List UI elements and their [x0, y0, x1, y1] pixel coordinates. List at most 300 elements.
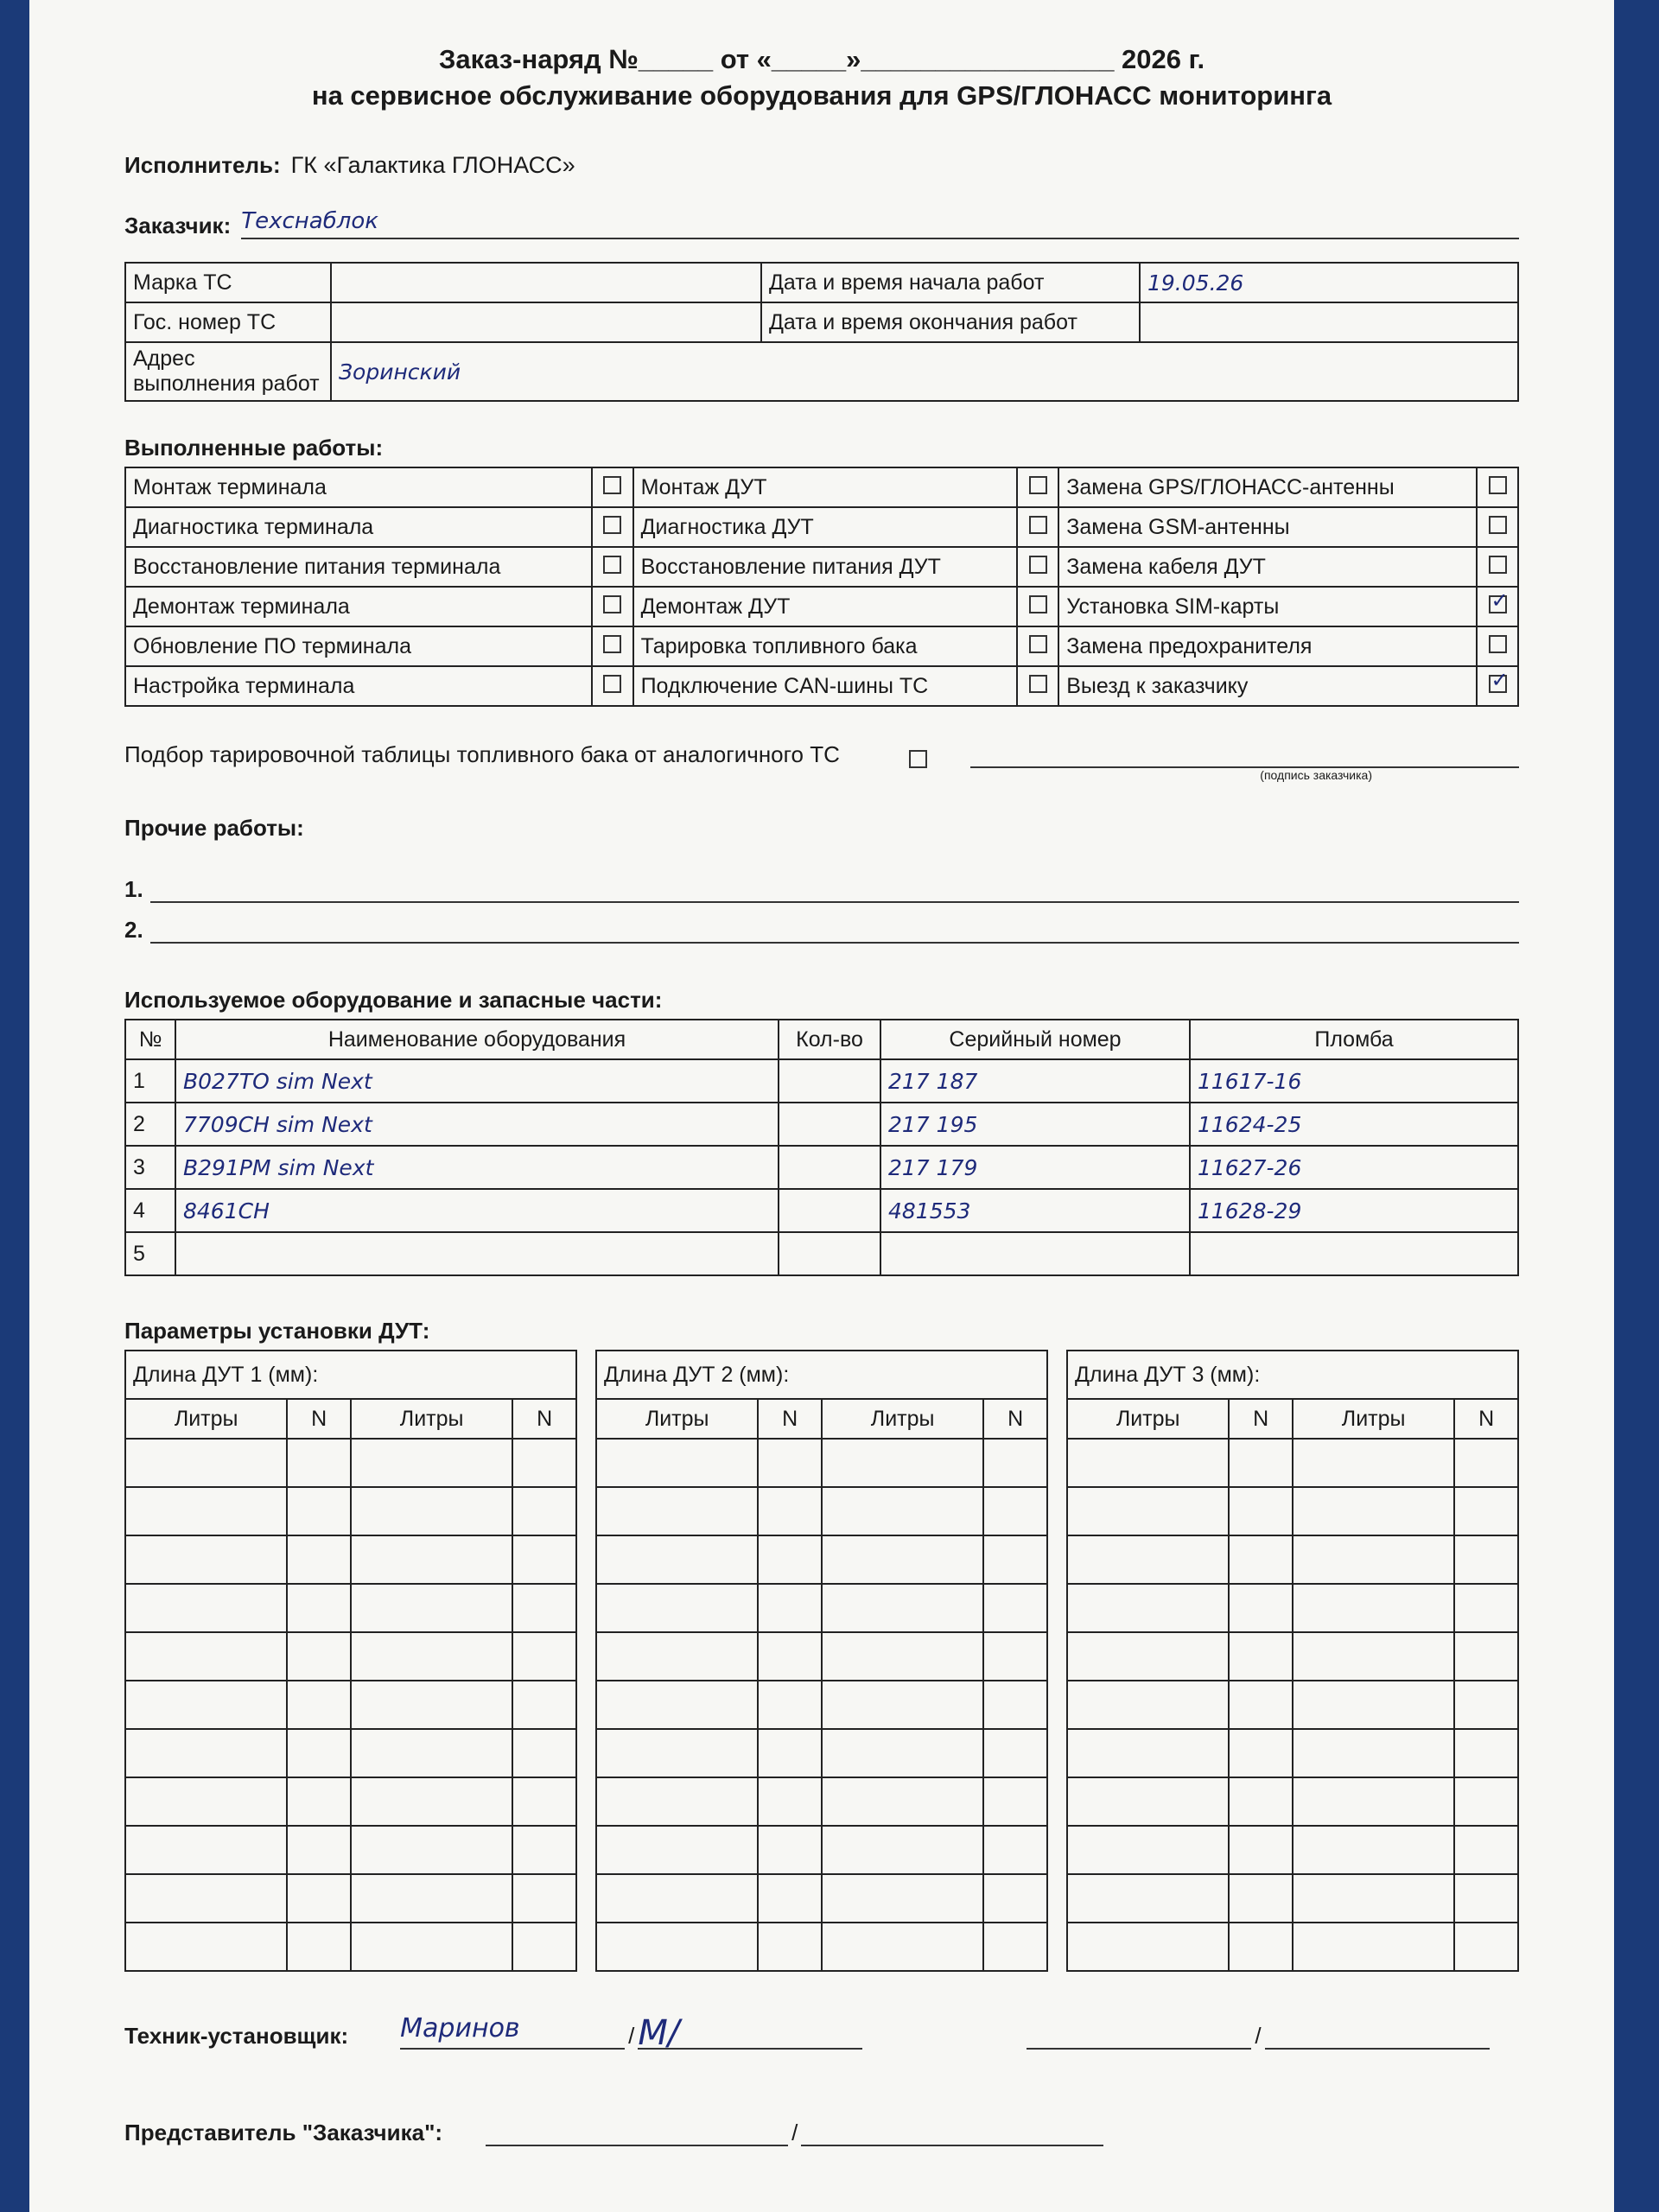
- dut-cell[interactable]: [1229, 1535, 1293, 1584]
- equipment-row: [125, 1232, 1518, 1275]
- equipment-row-number: 4: [125, 1189, 175, 1232]
- equipment-header-cell: №: [125, 1020, 175, 1059]
- equipment-cell[interactable]: [1190, 1232, 1518, 1275]
- other-works-title: Прочие работы:: [124, 815, 304, 841]
- equipment-cell[interactable]: [779, 1189, 880, 1232]
- work-item-label: Установка SIM-карты: [1058, 587, 1477, 626]
- dut-cell[interactable]: [351, 1632, 512, 1681]
- dut-cell[interactable]: [983, 1439, 1047, 1487]
- dut-row: [596, 1826, 1047, 1874]
- dut-header-cell: N: [1454, 1399, 1518, 1439]
- dut-cell[interactable]: [287, 1584, 351, 1632]
- work-item-checkbox-cell: [1017, 547, 1058, 587]
- representative-label: Представитель "Заказчика":: [124, 2120, 443, 2145]
- dut-cell[interactable]: [1067, 1681, 1229, 1729]
- dut-cell[interactable]: [125, 1439, 287, 1487]
- dut-cell[interactable]: [1067, 1584, 1229, 1632]
- dut-cell[interactable]: [287, 1729, 351, 1777]
- dut-cell[interactable]: [758, 1487, 822, 1535]
- dut-cell[interactable]: [512, 1439, 576, 1487]
- dut-cell[interactable]: [1293, 1923, 1454, 1971]
- dut-row: [596, 1923, 1047, 1971]
- dut-row: [125, 1729, 576, 1777]
- dut-row: [1067, 1584, 1518, 1632]
- other-work-number: 1.: [124, 876, 143, 902]
- dut-row: [125, 1826, 576, 1874]
- dut-cell[interactable]: [1229, 1584, 1293, 1632]
- work-item-checkbox[interactable]: [1489, 635, 1507, 653]
- equipment-cell[interactable]: 217 187: [880, 1059, 1190, 1103]
- customer-value[interactable]: Техснаблок: [241, 208, 1519, 239]
- dut-row: [125, 1632, 576, 1681]
- dut-cell[interactable]: [1293, 1632, 1454, 1681]
- work-item-checkbox[interactable]: [603, 516, 621, 534]
- equipment-cell[interactable]: 11617-16: [1190, 1059, 1518, 1103]
- dut-cell[interactable]: [351, 1826, 512, 1874]
- work-item-label: Монтаж ДУТ: [633, 467, 1018, 507]
- dut-row: [1067, 1535, 1518, 1584]
- dut-cell[interactable]: [596, 1729, 758, 1777]
- dut-header-cell: Литры: [1293, 1399, 1454, 1439]
- dut-length-label: Длина ДУТ 1 (мм):: [125, 1351, 576, 1399]
- dut-cell[interactable]: [758, 1632, 822, 1681]
- equipment-cell[interactable]: B291PM sim Next: [175, 1146, 779, 1189]
- dut-table-block: [595, 1350, 1048, 1972]
- dut-cell[interactable]: [758, 1826, 822, 1874]
- equipment-cell[interactable]: B027TO sim Next: [175, 1059, 779, 1103]
- work-item-checkbox-cell: [592, 587, 633, 626]
- dut-cell[interactable]: [1454, 1632, 1518, 1681]
- work-item-checkbox-cell: [1017, 626, 1058, 666]
- dut-cell[interactable]: [983, 1584, 1047, 1632]
- work-item-label: Демонтаж ДУТ: [633, 587, 1018, 626]
- dut-header-cell: N: [1229, 1399, 1293, 1439]
- dut-cell[interactable]: [983, 1923, 1047, 1971]
- dut-cell[interactable]: [512, 1535, 576, 1584]
- dut-cell[interactable]: [1229, 1874, 1293, 1923]
- dut-cell[interactable]: [822, 1487, 983, 1535]
- works-row: [125, 666, 1518, 706]
- dut-cell[interactable]: [596, 1923, 758, 1971]
- dut-cell[interactable]: [287, 1487, 351, 1535]
- title-line-1: Заказ-наряд №_____ от «_____»_________________ 2026 г.: [438, 44, 1205, 74]
- representative-signature-line[interactable]: [801, 2110, 1103, 2146]
- representative-row: Представитель "Заказчика": /: [124, 2110, 1519, 2146]
- work-item-checkbox-cell: [592, 467, 633, 507]
- dut-cell[interactable]: [983, 1632, 1047, 1681]
- dut-cell[interactable]: [1454, 1439, 1518, 1487]
- dut-header-cell: N: [983, 1399, 1047, 1439]
- work-item-checkbox-cell: [1017, 666, 1058, 706]
- works-row: [125, 507, 1518, 547]
- dut-cell[interactable]: [596, 1487, 758, 1535]
- dut-cell[interactable]: [1293, 1487, 1454, 1535]
- dut-cell[interactable]: [1293, 1874, 1454, 1923]
- dut-cell[interactable]: [351, 1487, 512, 1535]
- signature-note: (подпись заказчика): [1260, 768, 1372, 782]
- dut-cell[interactable]: [1229, 1777, 1293, 1826]
- dut-cell[interactable]: [512, 1729, 576, 1777]
- dut-cell[interactable]: [596, 1777, 758, 1826]
- dut-cell[interactable]: [512, 1874, 576, 1923]
- work-item-checkbox-cell: [1477, 547, 1518, 587]
- work-item-label: Диагностика терминала: [125, 507, 592, 547]
- equipment-row-number: 3: [125, 1146, 175, 1189]
- dut-row: [125, 1923, 576, 1971]
- work-item-checkbox[interactable]: [1489, 675, 1507, 693]
- work-item-checkbox[interactable]: [1489, 595, 1507, 613]
- dut-cell[interactable]: [596, 1681, 758, 1729]
- dut-cell[interactable]: [512, 1632, 576, 1681]
- equipment-cell[interactable]: 11628-29: [1190, 1189, 1518, 1232]
- work-item-checkbox[interactable]: [1029, 675, 1047, 693]
- work-item-label: Настройка терминала: [125, 666, 592, 706]
- dut-cell[interactable]: [1067, 1777, 1229, 1826]
- dut-cell[interactable]: [125, 1729, 287, 1777]
- equipment-row: [125, 1059, 1518, 1103]
- dut-cell[interactable]: [758, 1874, 822, 1923]
- work-item-checkbox[interactable]: [1029, 635, 1047, 653]
- dut-row: [1067, 1729, 1518, 1777]
- dut-cell[interactable]: [351, 1777, 512, 1826]
- dut-cell[interactable]: [512, 1681, 576, 1729]
- dut-row: [125, 1584, 576, 1632]
- dut-cell[interactable]: [1454, 1777, 1518, 1826]
- dut-cell[interactable]: [287, 1439, 351, 1487]
- work-item-checkbox[interactable]: [1029, 595, 1047, 613]
- dut-cell[interactable]: [287, 1826, 351, 1874]
- dut-cell[interactable]: [1229, 1729, 1293, 1777]
- second-signature-line[interactable]: [1265, 2013, 1490, 2050]
- calibration-row: [124, 741, 1519, 768]
- dut-cell[interactable]: [758, 1923, 822, 1971]
- dut-cell[interactable]: [983, 1681, 1047, 1729]
- work-item-checkbox-cell: [1017, 507, 1058, 547]
- dut-cell[interactable]: [351, 1681, 512, 1729]
- work-item-label: Восстановление питания ДУТ: [633, 547, 1018, 587]
- dut-cell[interactable]: [1454, 1923, 1518, 1971]
- dut-length-label: Длина ДУТ 3 (мм):: [1067, 1351, 1518, 1399]
- dut-cell[interactable]: [512, 1826, 576, 1874]
- dut-cell[interactable]: [758, 1777, 822, 1826]
- dut-cell[interactable]: [822, 1632, 983, 1681]
- dut-row: [596, 1487, 1047, 1535]
- technician-label: Техник-установщик:: [124, 2023, 349, 2049]
- other-works-lines: [124, 876, 1519, 944]
- work-item-label: Обновление ПО терминала: [125, 626, 592, 666]
- title-line-2: на сервисное обслуживание оборудования для GPS/ГЛОНАСС мониторинга: [311, 80, 1332, 111]
- dut-cell[interactable]: [512, 1584, 576, 1632]
- brand-label: Марка ТС: [125, 263, 331, 302]
- dut-cell[interactable]: [287, 1777, 351, 1826]
- dut-row: [125, 1681, 576, 1729]
- dut-cell[interactable]: [1229, 1681, 1293, 1729]
- equipment-cell[interactable]: 8461CH: [175, 1189, 779, 1232]
- dut-cell[interactable]: [1293, 1439, 1454, 1487]
- dut-cell[interactable]: [287, 1535, 351, 1584]
- dut-cell[interactable]: [822, 1923, 983, 1971]
- end-value[interactable]: [1140, 302, 1518, 342]
- customer-label: Заказчик:: [124, 213, 232, 238]
- dut-header-cell: Литры: [351, 1399, 512, 1439]
- equipment-cell[interactable]: [779, 1059, 880, 1103]
- representative-name-line[interactable]: [486, 2110, 788, 2146]
- dut-cell[interactable]: [822, 1439, 983, 1487]
- works-title: Выполненные работы:: [124, 435, 384, 461]
- dut-cell[interactable]: [351, 1439, 512, 1487]
- dut-cell[interactable]: [125, 1874, 287, 1923]
- dut-cell[interactable]: [1454, 1535, 1518, 1584]
- dut-cell[interactable]: [1293, 1535, 1454, 1584]
- work-item-checkbox[interactable]: [1029, 556, 1047, 574]
- dut-table-block: [124, 1350, 577, 1972]
- executor-label: Исполнитель:: [124, 152, 281, 178]
- dut-table: [595, 1350, 1048, 1972]
- dut-params-title: Параметры установки ДУТ:: [124, 1318, 430, 1344]
- dut-cell[interactable]: [351, 1923, 512, 1971]
- dut-cell[interactable]: [512, 1777, 576, 1826]
- work-item-label: Выезд к заказчику: [1058, 666, 1477, 706]
- dut-cell[interactable]: [1454, 1826, 1518, 1874]
- dut-header-cell: N: [287, 1399, 351, 1439]
- dut-cell[interactable]: [287, 1632, 351, 1681]
- dut-cell[interactable]: [1067, 1487, 1229, 1535]
- other-work-input-line[interactable]: [150, 919, 1519, 944]
- dut-cell[interactable]: [512, 1487, 576, 1535]
- dut-cell[interactable]: [125, 1777, 287, 1826]
- dut-cell[interactable]: [1229, 1632, 1293, 1681]
- dut-cell[interactable]: [596, 1826, 758, 1874]
- dut-cell[interactable]: [758, 1535, 822, 1584]
- dut-row: [1067, 1487, 1518, 1535]
- dut-cell[interactable]: [1229, 1826, 1293, 1874]
- customer-row: [124, 208, 1519, 239]
- dut-tables: [124, 1350, 1519, 1972]
- work-item-checkbox-cell: [1477, 507, 1518, 547]
- dut-cell[interactable]: [1293, 1826, 1454, 1874]
- work-item-checkbox-cell: [1477, 467, 1518, 507]
- work-item-label: Демонтаж терминала: [125, 587, 592, 626]
- dut-cell[interactable]: [822, 1535, 983, 1584]
- dut-cell[interactable]: [983, 1874, 1047, 1923]
- work-item-checkbox-cell: [592, 507, 633, 547]
- dut-cell[interactable]: [1067, 1729, 1229, 1777]
- equipment-cell[interactable]: [880, 1232, 1190, 1275]
- dut-row: [596, 1874, 1047, 1923]
- work-item-checkbox[interactable]: [603, 476, 621, 494]
- dut-cell[interactable]: [125, 1826, 287, 1874]
- dut-cell[interactable]: [983, 1487, 1047, 1535]
- dut-cell[interactable]: [287, 1923, 351, 1971]
- dut-cell[interactable]: [1067, 1923, 1229, 1971]
- equipment-cell[interactable]: 481553: [880, 1189, 1190, 1232]
- dut-cell[interactable]: [351, 1535, 512, 1584]
- dut-cell[interactable]: [596, 1439, 758, 1487]
- dut-header-cell: N: [758, 1399, 822, 1439]
- brand-value[interactable]: [331, 263, 761, 302]
- equipment-cell[interactable]: 217 195: [880, 1103, 1190, 1146]
- dut-row: [125, 1777, 576, 1826]
- equipment-cell[interactable]: [779, 1146, 880, 1189]
- calibration-label: Подбор тарировочной таблицы топливного бака от аналогичного ТС: [124, 741, 840, 767]
- equipment-row: [125, 1189, 1518, 1232]
- dut-cell[interactable]: [1067, 1874, 1229, 1923]
- dut-cell[interactable]: [1067, 1439, 1229, 1487]
- dut-cell[interactable]: [125, 1632, 287, 1681]
- work-item-checkbox-cell: [1477, 626, 1518, 666]
- dut-cell[interactable]: [351, 1584, 512, 1632]
- work-item-checkbox-cell: [592, 626, 633, 666]
- dut-cell[interactable]: [1293, 1777, 1454, 1826]
- work-item-checkbox[interactable]: [603, 635, 621, 653]
- plate-value[interactable]: [331, 302, 761, 342]
- technician-signature[interactable]: М/: [638, 2013, 862, 2050]
- work-item-checkbox-cell: [1017, 587, 1058, 626]
- dut-cell[interactable]: [1454, 1487, 1518, 1535]
- works-row: [125, 626, 1518, 666]
- equipment-cell[interactable]: 11627-26: [1190, 1146, 1518, 1189]
- dut-cell[interactable]: [596, 1632, 758, 1681]
- equipment-cell[interactable]: 7709CH sim Next: [175, 1103, 779, 1146]
- customer-signature-line[interactable]: [970, 744, 1519, 768]
- equipment-cell[interactable]: [779, 1232, 880, 1275]
- dut-row: [125, 1439, 576, 1487]
- work-item-checkbox-cell: [1477, 666, 1518, 706]
- dut-header-cell: N: [512, 1399, 576, 1439]
- dut-cell[interactable]: [822, 1681, 983, 1729]
- dut-cell[interactable]: [1229, 1487, 1293, 1535]
- work-item-checkbox[interactable]: [1489, 476, 1507, 494]
- work-item-checkbox-cell: [592, 666, 633, 706]
- work-item-checkbox-cell: [1477, 587, 1518, 626]
- dut-cell[interactable]: [596, 1874, 758, 1923]
- dut-row: [1067, 1632, 1518, 1681]
- dut-cell[interactable]: [1067, 1535, 1229, 1584]
- work-item-label: Подключение CAN-шины ТС: [633, 666, 1018, 706]
- dut-cell[interactable]: [1293, 1584, 1454, 1632]
- dut-cell[interactable]: [758, 1729, 822, 1777]
- dut-cell[interactable]: [758, 1439, 822, 1487]
- dut-cell[interactable]: [1293, 1681, 1454, 1729]
- work-item-checkbox[interactable]: [1029, 476, 1047, 494]
- dut-cell[interactable]: [287, 1681, 351, 1729]
- work-item-label: Тарировка топливного бака: [633, 626, 1018, 666]
- equipment-row: [125, 1103, 1518, 1146]
- dut-cell[interactable]: [1454, 1729, 1518, 1777]
- dut-cell[interactable]: [125, 1584, 287, 1632]
- dut-cell[interactable]: [287, 1874, 351, 1923]
- other-work-input-line[interactable]: [150, 879, 1519, 903]
- work-item-checkbox[interactable]: [603, 675, 621, 693]
- dut-table-block: [1066, 1350, 1519, 1972]
- work-item-checkbox[interactable]: [1029, 516, 1047, 534]
- dut-cell[interactable]: [1229, 1439, 1293, 1487]
- equipment-cell[interactable]: [779, 1103, 880, 1146]
- equipment-cell[interactable]: [175, 1232, 779, 1275]
- address-value[interactable]: Зоринский: [331, 342, 1518, 401]
- equipment-title: Используемое оборудование и запасные части:: [124, 987, 663, 1013]
- dut-cell[interactable]: [822, 1777, 983, 1826]
- other-work-line: [124, 917, 1519, 944]
- dut-cell[interactable]: [758, 1681, 822, 1729]
- dut-row: [125, 1874, 576, 1923]
- equipment-row-number: 2: [125, 1103, 175, 1146]
- dut-cell[interactable]: [1067, 1632, 1229, 1681]
- dut-cell[interactable]: [822, 1584, 983, 1632]
- start-value[interactable]: 19.05.26: [1140, 263, 1518, 302]
- second-name-line[interactable]: [1027, 2013, 1251, 2050]
- dut-header-cell: Литры: [1067, 1399, 1229, 1439]
- equipment-cell[interactable]: 217 179: [880, 1146, 1190, 1189]
- dut-cell[interactable]: [758, 1584, 822, 1632]
- dut-cell[interactable]: [983, 1826, 1047, 1874]
- dut-cell[interactable]: [1293, 1729, 1454, 1777]
- dut-cell[interactable]: [983, 1729, 1047, 1777]
- dut-row: [596, 1777, 1047, 1826]
- dut-cell[interactable]: [1454, 1681, 1518, 1729]
- work-item-checkbox[interactable]: [603, 595, 621, 613]
- work-item-label: Диагностика ДУТ: [633, 507, 1018, 547]
- dut-cell[interactable]: [1454, 1874, 1518, 1923]
- dut-cell[interactable]: [125, 1487, 287, 1535]
- work-item-label: Замена GSM-антенны: [1058, 507, 1477, 547]
- work-item-checkbox[interactable]: [603, 556, 621, 574]
- work-item-checkbox-cell: [1017, 467, 1058, 507]
- equipment-cell[interactable]: 11624-25: [1190, 1103, 1518, 1146]
- dut-cell[interactable]: [351, 1729, 512, 1777]
- works-row: [125, 547, 1518, 587]
- dut-cell[interactable]: [983, 1535, 1047, 1584]
- equipment-row-number: 5: [125, 1232, 175, 1275]
- dut-row: [1067, 1681, 1518, 1729]
- works-row: [125, 467, 1518, 507]
- technician-name[interactable]: Маринов: [400, 2013, 625, 2050]
- dut-row: [125, 1535, 576, 1584]
- dut-cell[interactable]: [1454, 1584, 1518, 1632]
- dut-cell[interactable]: [596, 1535, 758, 1584]
- work-item-label: Замена предохранителя: [1058, 626, 1477, 666]
- dut-table: [1066, 1350, 1519, 1972]
- dut-cell[interactable]: [125, 1923, 287, 1971]
- work-item-checkbox[interactable]: [1489, 556, 1507, 574]
- work-item-checkbox-cell: [592, 547, 633, 587]
- vehicle-table: [124, 262, 1519, 402]
- other-work-line: [124, 876, 1519, 903]
- work-item-label: Замена GPS/ГЛОНАСС-антенны: [1058, 467, 1477, 507]
- dut-cell[interactable]: [125, 1535, 287, 1584]
- equipment-header-cell: Кол-во: [779, 1020, 880, 1059]
- dut-cell[interactable]: [351, 1874, 512, 1923]
- dut-cell[interactable]: [822, 1874, 983, 1923]
- start-label: Дата и время начала работ: [761, 263, 1140, 302]
- equipment-row-number: 1: [125, 1059, 175, 1103]
- dut-cell[interactable]: [1229, 1923, 1293, 1971]
- plate-label: Гос. номер ТС: [125, 302, 331, 342]
- dut-cell[interactable]: [596, 1584, 758, 1632]
- other-work-number: 2.: [124, 917, 143, 943]
- equipment-header-cell: Серийный номер: [880, 1020, 1190, 1059]
- dut-header-cell: Литры: [822, 1399, 983, 1439]
- dut-cell[interactable]: [512, 1923, 576, 1971]
- dut-length-label: Длина ДУТ 2 (мм):: [596, 1351, 1047, 1399]
- dut-cell[interactable]: [822, 1729, 983, 1777]
- dut-cell[interactable]: [125, 1681, 287, 1729]
- work-item-checkbox[interactable]: [1489, 516, 1507, 534]
- dut-cell[interactable]: [983, 1777, 1047, 1826]
- calibration-checkbox[interactable]: [909, 750, 927, 768]
- dut-cell[interactable]: [822, 1826, 983, 1874]
- dut-cell[interactable]: [1067, 1826, 1229, 1874]
